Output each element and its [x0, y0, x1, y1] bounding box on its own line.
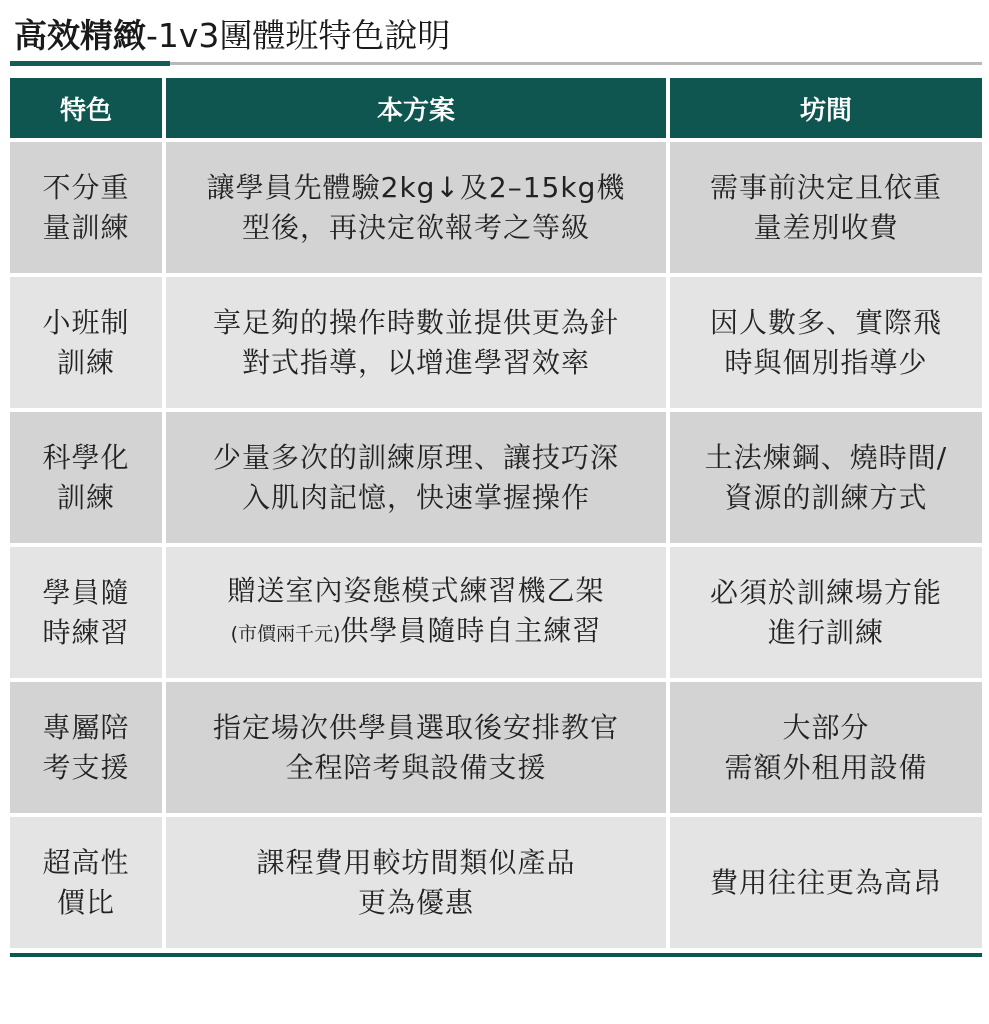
row-5-plan [166, 682, 666, 813]
table-bottom-rule [10, 953, 982, 957]
row-6-plan [166, 817, 666, 948]
page-title [14, 14, 450, 58]
row-6-feature-text: 超高性 價比 [42, 845, 130, 919]
row-2-market-text: 因人數多、實際飛 時與個別指導少 [709, 305, 942, 379]
page-title-bold: 高效精緻 [14, 16, 146, 55]
row-2-feature [10, 277, 162, 408]
row-5-market-text: 大部分 需額外租用設備 [724, 710, 928, 784]
row-6-feature [10, 817, 162, 948]
row-2-plan-text: 享足夠的操作時數並提供更為針 對式指導，以增進學習效率 [212, 305, 619, 379]
row-6-market-text: 費用往往更為高昂 [709, 865, 942, 899]
row-3-market [670, 412, 982, 543]
row-4-plan-price-note: (市價兩千元) [230, 623, 341, 645]
row-1-plan-text: 讓學員先體驗2kg↓及2–15kg機 型後，再決定欲報考之等級 [206, 170, 626, 244]
row-3-feature [10, 412, 162, 543]
row-3-market-text: 土法煉鋼、燒時間/ 資源的訓練方式 [704, 440, 948, 514]
row-1-plan [166, 142, 666, 273]
comparison-table [10, 78, 982, 948]
row-5-market [670, 682, 982, 813]
header-feature: 特色 [10, 78, 162, 138]
title-area [10, 8, 982, 66]
page-title-rest: -1v3團體班特色說明 [146, 16, 451, 55]
header-plan: 本方案 [166, 78, 666, 138]
row-3-plan [166, 412, 666, 543]
row-2-market [670, 277, 982, 408]
row-4-market [670, 547, 982, 678]
row-4-plan-text [227, 571, 604, 654]
row-2-plan [166, 277, 666, 408]
row-4-market-text: 必須於訓練場方能 進行訓練 [709, 575, 942, 649]
row-4-feature-text: 學員隨 時練習 [42, 575, 130, 649]
row-1-market [670, 142, 982, 273]
row-4-feature [10, 547, 162, 678]
row-2-feature-text: 小班制 訓練 [42, 305, 130, 379]
row-4-plan-line1: 贈送室內姿態模式練習機乙架 [227, 574, 605, 607]
row-1-feature-text: 不分重 量訓練 [42, 170, 130, 244]
row-5-feature [10, 682, 162, 813]
row-4-plan [166, 547, 666, 678]
title-underline-accent [10, 61, 170, 66]
row-5-plan-text: 指定場次供學員選取後安排教官 全程陪考與設備支援 [212, 710, 619, 784]
row-5-feature-text: 專屬陪 考支援 [42, 710, 130, 784]
row-4-plan-line2: 供學員隨時自主練習 [340, 614, 602, 647]
row-3-plan-text: 少量多次的訓練原理、讓技巧深 入肌肉記憶，快速掌握操作 [212, 440, 619, 514]
row-6-plan-text: 課程費用較坊間類似產品 更為優惠 [256, 845, 576, 919]
row-1-feature [10, 142, 162, 273]
row-3-feature-text: 科學化 訓練 [42, 440, 130, 514]
row-6-market [670, 817, 982, 948]
row-1-market-text: 需事前決定且依重 量差別收費 [709, 170, 942, 244]
header-market: 坊間 [670, 78, 982, 138]
